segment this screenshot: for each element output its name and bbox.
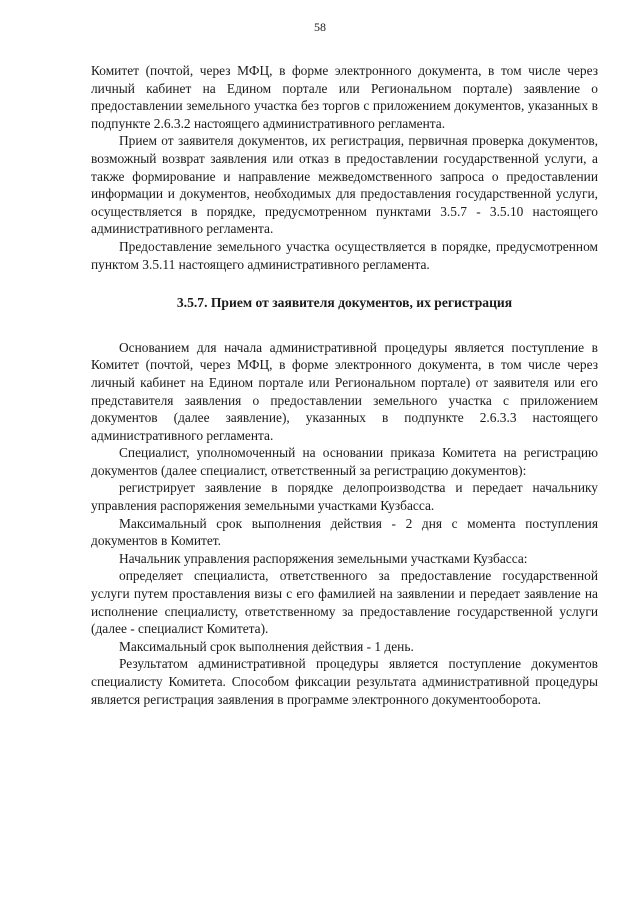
paragraph: Максимальный срок выполнения действия - 2 дня с момента поступления документов в Комитет. bbox=[91, 515, 598, 549]
paragraph: Максимальный срок выполнения действия - 1 день. bbox=[119, 638, 414, 654]
paragraph: Предоставление земельного участка осуществляется в порядке, предусмотренном пунктом 3.5.11 настоящего административного регламента. bbox=[91, 238, 598, 272]
paragraph: Результатом административной процедуры является поступление документов специалисту Комитета. Способом фиксации результата административной процедуры является регистрация заявления в программе электронного документооборота. bbox=[91, 656, 598, 707]
paragraph: Основанием для начала административной процедуры является поступление в Комитет (почтой, через МФЦ, в форме электронного документа, в том числе через личный кабинет на Едином портале или Региональном портале) от заявителя или его представителя заявления о предоставлении земельного участка с приложением документов (далее заявление), указанных в подпункте 2.6.3.3 настоящего административного регламента. bbox=[91, 339, 598, 443]
paragraph: Прием от заявителя документов, их регистрация, первичная проверка документов, возможный возврат заявления или отказ в предоставлении государственной услуги, а также формирование и направление межведомственного запроса о предоставлении информации и документов, необходимых для предоставления государственной услуги, осуществляется в порядке, предусмотренном пунктами 3.5.7 - 3.5.10 настоящего административного регламента. bbox=[91, 133, 598, 237]
paragraph: Начальник управления распоряжения земельными участками Кузбасса: bbox=[119, 550, 528, 566]
paragraph: Специалист, уполномоченный на основании приказа Комитета на регистрацию документов (далее специалист, ответственный за регистрацию документов): bbox=[91, 445, 598, 478]
paragraph: регистрирует заявление в порядке делопроизводства и передает начальнику управления распоряжения земельными участками Кузбасса. bbox=[91, 480, 598, 514]
section-heading: 3.5.7. Прием от заявителя документов, их регистрация bbox=[176, 295, 513, 311]
paragraph: определяет специалиста, ответственного за предоставление государственной услуги путем проставления визы с его фамилией на заявлении и передает заявление на исполнение специалисту, ответственному за предоставление государственной услуги (далее - специалист Комитета). bbox=[91, 568, 598, 637]
document-body bbox=[91, 62, 598, 708]
paragraph: Комитет (почтой, через МФЦ, в форме электронного документа, в том числе через личный кабинет на Едином портале или Региональном портале) заявление о предоставлении земельного участка без торгов с приложением документов, указанных в подпункте 2.6.3.2 настоящего административного регламента. bbox=[91, 63, 598, 131]
page-number: 58 bbox=[314, 20, 326, 34]
